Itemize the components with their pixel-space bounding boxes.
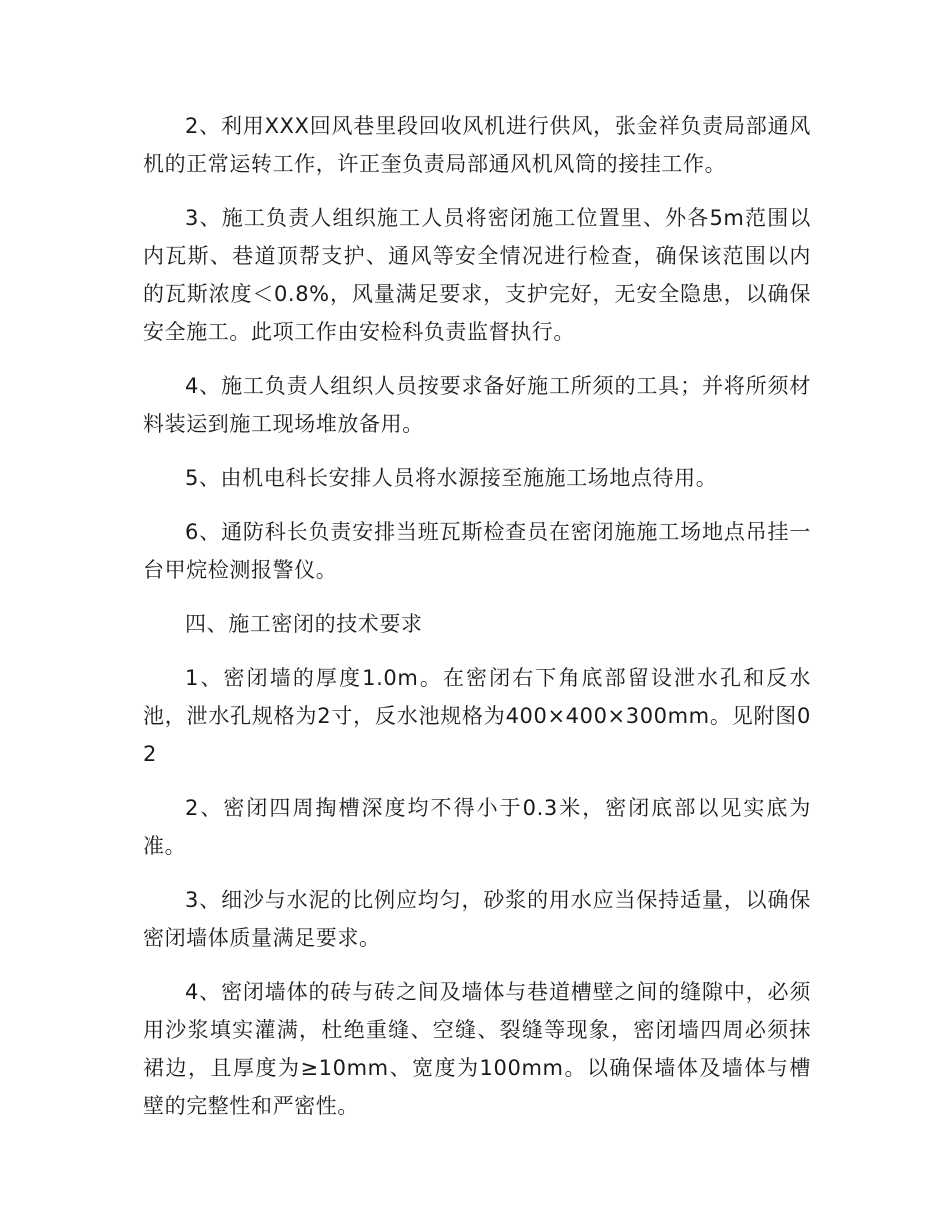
requirement-mortar-ratio: 3、细沙与水泥的比例应均匀，砂浆的用水应当保持适量，以确保密闭墙体质量满足要求。: [143, 888, 811, 950]
requirement-wall-thickness: 1、密闭墙的厚度1.0m。在密闭右下角底部留设泄水孔和反水池，泄水孔规格为2寸，反水池规格为400×400×300mm。见附图02: [143, 666, 811, 766]
document-body: [143, 107, 811, 1141]
paragraph-ventilation-supply: 2、利用XXX回风巷里段回收风机进行供风，张金祥负责局部通风机的正常运转工作，许正奎负责局部通风机风筒的接挂工作。: [143, 114, 811, 176]
section-heading: 四、施工密闭的技术要求: [185, 612, 423, 636]
paragraph-tool-preparation: 4、施工负责人组织人员按要求备好施工所须的工具；并将所须材料装运到施工现场堆放备用。: [143, 374, 811, 436]
paragraph-safety-inspection: 3、施工负责人组织施工人员将密闭施工位置里、外各5m范围以内瓦斯、巷道顶帮支护、通风等安全情况进行检查，确保该范围以内的瓦斯浓度＜0.8%，风量满足要求，支护完好，无安全隐患，以确保安全施工。此项工作由安检科负责监督执行。: [143, 206, 811, 344]
requirement-joint-filling: 4、密闭墙体的砖与砖之间及墙体与巷道槽壁之间的缝隙中，必须用沙浆填实灌满，杜绝重缝、空缝、裂缝等现象，密闭墙四周必须抹裙边，且厚度为≥10mm、宽度为100mm。以确保墙体及墙体与槽壁的完整性和严密性。: [143, 980, 811, 1118]
requirement-groove-depth: 2、密闭四周掏槽深度均不得小于0.3米，密闭底部以见实底为准。: [143, 796, 811, 858]
paragraph-water-supply: 5、由机电科长安排人员将水源接至施施工场地点待用。: [185, 466, 718, 490]
paragraph-methane-alarm: 6、通防科长负责安排当班瓦斯检查员在密闭施施工场地点吊挂一台甲烷检测报警仪。: [143, 520, 811, 582]
